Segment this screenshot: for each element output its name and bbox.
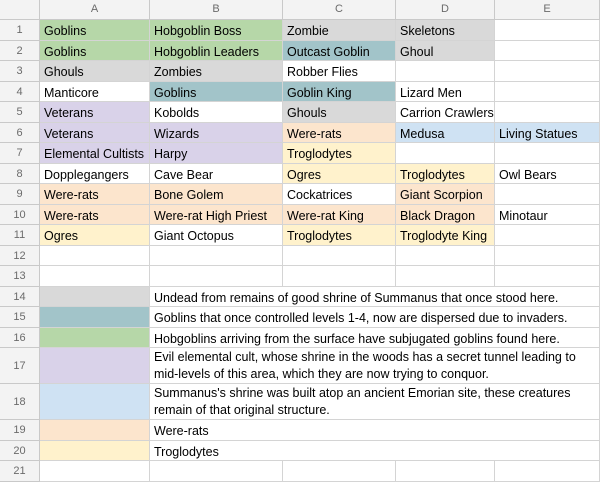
- sheet-cell[interactable]: Ogres: [283, 164, 396, 185]
- row-header[interactable]: 10: [0, 205, 40, 226]
- row-header[interactable]: 17: [0, 348, 40, 384]
- legend-swatch[interactable]: [40, 287, 150, 308]
- sheet-cell[interactable]: Outcast Goblin: [283, 41, 396, 62]
- sheet-cell[interactable]: Were-rat King: [283, 205, 396, 226]
- sheet-cell[interactable]: [40, 266, 150, 287]
- row-header[interactable]: 15: [0, 307, 40, 328]
- row-header[interactable]: 16: [0, 328, 40, 349]
- sheet-cell[interactable]: Carrion Crawlers: [396, 102, 495, 123]
- sheet-cell[interactable]: [150, 266, 283, 287]
- sheet-cell[interactable]: Minotaur: [495, 205, 600, 226]
- sheet-cell[interactable]: Black Dragon: [396, 205, 495, 226]
- sheet-cell[interactable]: Goblins: [150, 82, 283, 103]
- row-header[interactable]: 21: [0, 461, 40, 482]
- sheet-cell[interactable]: [40, 246, 150, 267]
- row-header[interactable]: 2: [0, 41, 40, 62]
- row-header[interactable]: 11: [0, 225, 40, 246]
- legend-description[interactable]: Hobgoblins arriving from the surface have subjugated goblins found here.: [150, 328, 600, 349]
- sheet-cell[interactable]: Goblin King: [283, 82, 396, 103]
- sheet-cell[interactable]: Cave Bear: [150, 164, 283, 185]
- sheet-cell[interactable]: [495, 82, 600, 103]
- sheet-cell[interactable]: Manticore: [40, 82, 150, 103]
- row-header[interactable]: 18: [0, 384, 40, 420]
- legend-swatch[interactable]: [40, 328, 150, 349]
- sheet-cell[interactable]: Cockatrices: [283, 184, 396, 205]
- sheet-cell[interactable]: [150, 461, 283, 482]
- sheet-cell[interactable]: Troglodytes: [283, 143, 396, 164]
- legend-description[interactable]: Undead from remains of good shrine of Summanus that once stood here.: [150, 287, 600, 308]
- row-header[interactable]: 4: [0, 82, 40, 103]
- row-header[interactable]: 7: [0, 143, 40, 164]
- row-header[interactable]: 12: [0, 246, 40, 267]
- legend-description[interactable]: Were-rats: [150, 420, 600, 441]
- column-header-c[interactable]: C: [283, 0, 396, 20]
- sheet-cell[interactable]: Were-rats: [283, 123, 396, 144]
- sheet-cell[interactable]: [495, 143, 600, 164]
- column-header-e[interactable]: E: [495, 0, 600, 20]
- sheet-cell[interactable]: Kobolds: [150, 102, 283, 123]
- sheet-cell[interactable]: Robber Flies: [283, 61, 396, 82]
- sheet-cell[interactable]: Dopplegangers: [40, 164, 150, 185]
- sheet-cell[interactable]: Were-rat High Priest: [150, 205, 283, 226]
- sheet-cell[interactable]: [495, 246, 600, 267]
- sheet-cell[interactable]: Hobgoblin Leaders: [150, 41, 283, 62]
- sheet-cell[interactable]: Medusa: [396, 123, 495, 144]
- sheet-cell[interactable]: [495, 41, 600, 62]
- sheet-cell[interactable]: [283, 461, 396, 482]
- legend-swatch[interactable]: [40, 307, 150, 328]
- sheet-cell[interactable]: Living Statues: [495, 123, 600, 144]
- sheet-cell[interactable]: Veterans: [40, 102, 150, 123]
- sheet-cell[interactable]: [283, 246, 396, 267]
- sheet-cell[interactable]: Bone Golem: [150, 184, 283, 205]
- sheet-cell[interactable]: Wizards: [150, 123, 283, 144]
- sheet-cell[interactable]: Ghouls: [283, 102, 396, 123]
- legend-swatch[interactable]: [40, 384, 150, 420]
- sheet-cell[interactable]: Veterans: [40, 123, 150, 144]
- sheet-cell[interactable]: Giant Octopus: [150, 225, 283, 246]
- row-header[interactable]: 14: [0, 287, 40, 308]
- select-all-corner[interactable]: [0, 0, 40, 20]
- sheet-cell[interactable]: [495, 184, 600, 205]
- sheet-cell[interactable]: [396, 143, 495, 164]
- sheet-cell[interactable]: [495, 61, 600, 82]
- sheet-cell[interactable]: [283, 266, 396, 287]
- sheet-cell[interactable]: [396, 61, 495, 82]
- legend-description[interactable]: Troglodytes: [150, 441, 600, 462]
- row-header[interactable]: 1: [0, 20, 40, 41]
- sheet-cell[interactable]: Lizard Men: [396, 82, 495, 103]
- row-header[interactable]: 3: [0, 61, 40, 82]
- row-header[interactable]: 5: [0, 102, 40, 123]
- row-header[interactable]: 9: [0, 184, 40, 205]
- sheet-cell[interactable]: [495, 20, 600, 41]
- sheet-cell[interactable]: Troglodytes: [396, 164, 495, 185]
- legend-description[interactable]: Goblins that once controlled levels 1-4, now are dispersed due to invaders.: [150, 307, 600, 328]
- legend-description[interactable]: Summanus's shrine was built atop an ancient Emorian site, these creatures remain of that original structure.: [150, 384, 600, 420]
- sheet-cell[interactable]: [40, 461, 150, 482]
- sheet-cell[interactable]: Ghoul: [396, 41, 495, 62]
- sheet-cell[interactable]: Owl Bears: [495, 164, 600, 185]
- legend-description[interactable]: Evil elemental cult, whose shrine in the woods has a secret tunnel leading to mid-levels of this area, which they are now trying to conquor.: [150, 348, 600, 384]
- sheet-cell[interactable]: Goblins: [40, 20, 150, 41]
- sheet-cell[interactable]: Giant Scorpion: [396, 184, 495, 205]
- sheet-cell[interactable]: [495, 266, 600, 287]
- sheet-cell[interactable]: Were-rats: [40, 205, 150, 226]
- column-header-d[interactable]: D: [396, 0, 495, 20]
- sheet-cell[interactable]: Troglodyte King: [396, 225, 495, 246]
- sheet-cell[interactable]: [495, 102, 600, 123]
- row-header[interactable]: 20: [0, 441, 40, 462]
- sheet-cell[interactable]: [396, 266, 495, 287]
- sheet-cell[interactable]: [150, 246, 283, 267]
- sheet-cell[interactable]: Zombies: [150, 61, 283, 82]
- sheet-cell[interactable]: Ogres: [40, 225, 150, 246]
- sheet-cell[interactable]: Ghouls: [40, 61, 150, 82]
- row-header[interactable]: 19: [0, 420, 40, 441]
- legend-swatch[interactable]: [40, 441, 150, 462]
- sheet-cell[interactable]: Skeletons: [396, 20, 495, 41]
- sheet-cell[interactable]: Goblins: [40, 41, 150, 62]
- column-header-a[interactable]: A: [40, 0, 150, 20]
- row-header[interactable]: 8: [0, 164, 40, 185]
- sheet-cell[interactable]: [495, 225, 600, 246]
- sheet-cell[interactable]: [495, 461, 600, 482]
- legend-swatch[interactable]: [40, 420, 150, 441]
- sheet-cell[interactable]: Hobgoblin Boss: [150, 20, 283, 41]
- legend-swatch[interactable]: [40, 348, 150, 384]
- sheet-cell[interactable]: Troglodytes: [283, 225, 396, 246]
- sheet-cell[interactable]: [396, 246, 495, 267]
- column-header-b[interactable]: B: [150, 0, 283, 20]
- sheet-cell[interactable]: Elemental Cultists: [40, 143, 150, 164]
- sheet-cell[interactable]: Were-rats: [40, 184, 150, 205]
- row-header[interactable]: 13: [0, 266, 40, 287]
- sheet-cell[interactable]: Zombie: [283, 20, 396, 41]
- sheet-cell[interactable]: [396, 461, 495, 482]
- row-header[interactable]: 6: [0, 123, 40, 144]
- sheet-cell[interactable]: Harpy: [150, 143, 283, 164]
